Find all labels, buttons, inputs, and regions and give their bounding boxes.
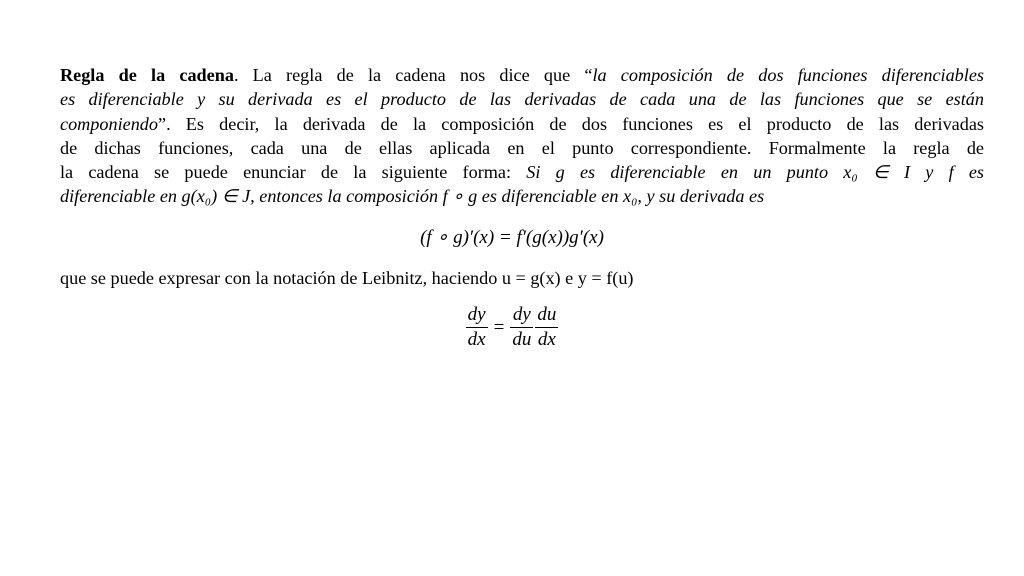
text-run: de dichas funciones, cada una de ellas aplicada en el punto correspondiente. Formalmente la regla de (60, 137, 984, 158)
text-run: ”. Es decir, la derivada de la composición de dos funciones es el producto de las derivadas (158, 113, 984, 134)
theorem-statement: diferenciable en g(x₀) ∈ J, entonces la composición f ∘ g es diferenciable en x₀, y su derivada es (60, 186, 765, 207)
numerator: du (535, 304, 558, 328)
paragraph-line (60, 160, 984, 184)
text-run: la cadena se puede enunciar de la siguiente forma: (60, 162, 527, 183)
italic-run: componiendo (60, 113, 158, 134)
numerator: dy (510, 304, 533, 328)
denominator: dx (467, 329, 486, 350)
chain-rule-paragraph (60, 63, 984, 209)
chain-rule-equation: (f ∘ g)′(x) = f′(g(x))g′(x) (420, 227, 604, 248)
italic-run: la composición de dos funciones diferenciables (592, 65, 984, 85)
paragraph-line (60, 112, 984, 136)
leibnitz-equation (0, 304, 1024, 351)
denominator: du (512, 329, 532, 350)
section-heading: Regla de la cadena (60, 65, 234, 85)
paragraph-line (60, 136, 984, 160)
paragraph-line (60, 63, 984, 87)
leibnitz-paragraph: que se puede expresar con la notación de Leibnitz, haciendo u = g(x) e y = f(u) (60, 268, 634, 288)
text-run: . La regla de la cadena nos dice que “ (233, 65, 593, 85)
paragraph-line (60, 87, 984, 111)
equals-sign: = (493, 316, 505, 338)
fraction-dy-du (510, 304, 533, 351)
theorem-statement: Si g es diferenciable en un punto x₀ ∈ I y f es (526, 162, 984, 183)
numerator: dy (466, 304, 488, 328)
paragraph-line (60, 184, 984, 208)
italic-run: es diferenciable y su derivada es el producto de las derivadas de cada una de las funciones que se están (60, 89, 984, 110)
fraction-du-dx (535, 304, 558, 351)
denominator: dx (537, 329, 556, 350)
fraction-dy-dx (466, 304, 488, 351)
